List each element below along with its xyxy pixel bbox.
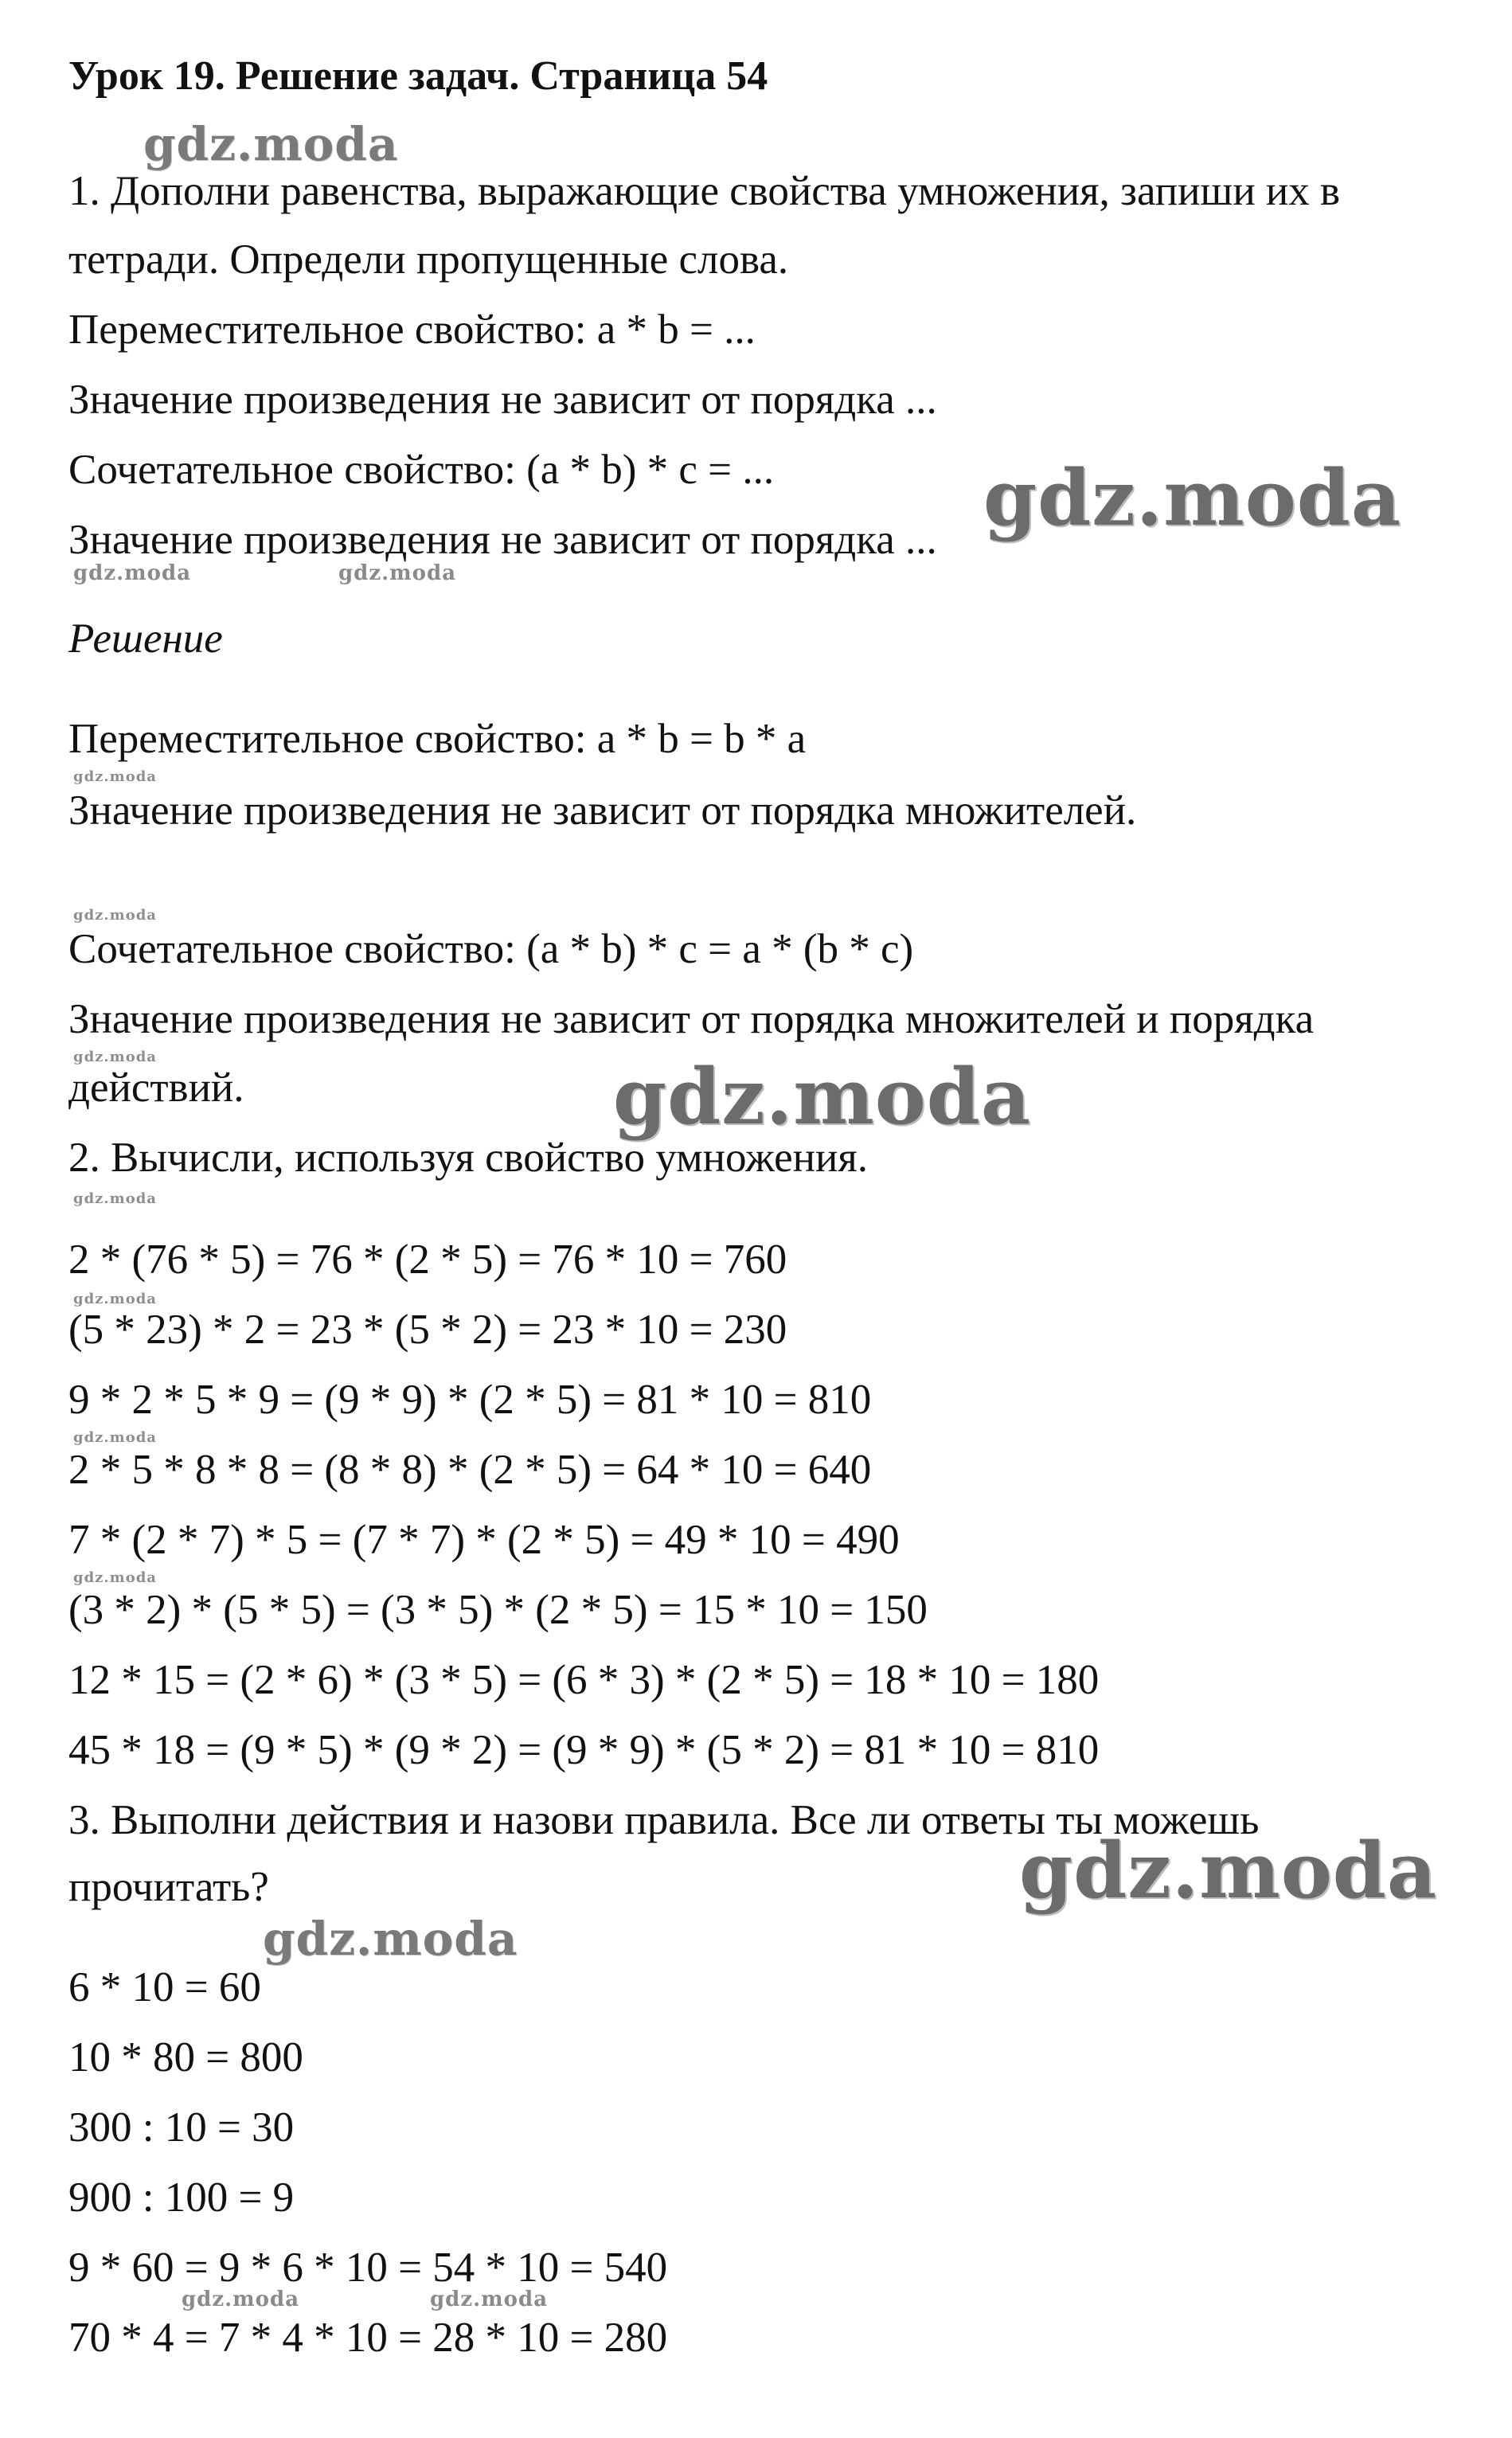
task3-line: 900 : 100 = 9 [68,2174,295,2221]
task2-line: 45 * 18 = (9 * 5) * (9 * 2) = (9 * 9) * (5 * 2) = 81 * 10 = 810 [68,1727,1100,1773]
task1-commutative-question: Переместительное свойство: a * b = ... [68,307,756,353]
task3-line: 6 * 10 = 60 [68,1964,261,2010]
watermark: gdz.moda [73,1569,157,1586]
solution-associative-rule-line1: Значение произведения не зависит от порядка множителей и порядка [68,996,1315,1042]
task2-line: (3 * 2) * (5 * 5) = (3 * 5) * (2 * 5) = 15 * 10 = 150 [68,1587,928,1633]
solution-label: Решение [68,615,223,662]
watermark: gdz.moda [182,2288,300,2311]
solution-commutative-rule: Значение произведения не зависит от порядка множителей. [68,787,1137,834]
watermark: gdz.moda [263,1912,518,1966]
watermark: gdz.moda [73,1291,157,1307]
watermark: gdz.moda [613,1052,1032,1142]
task2-line: 2 * 5 * 8 * 8 = (8 * 8) * (2 * 5) = 64 * 10 = 640 [68,1447,872,1493]
watermark: gdz.moda [73,1190,157,1207]
watermark: gdz.moda [143,117,399,171]
task3-heading-line1: 3. Выполни действия и назови правила. Все ли ответы ты можешь [68,1797,1260,1843]
watermark: gdz.moda [430,2288,549,2311]
task3-line: 10 * 80 = 800 [68,2034,303,2081]
task2-line: 7 * (2 * 7) * 5 = (7 * 7) * (2 * 5) = 49 * 10 = 490 [68,1517,900,1563]
task1-text-line1: 1. Дополни равенства, выражающие свойства умножения, запиши их в [68,168,1341,214]
task3-line: 70 * 4 = 7 * 4 * 10 = 28 * 10 = 280 [68,2315,668,2361]
task2-line: 12 * 15 = (2 * 6) * (3 * 5) = (6 * 3) * (2 * 5) = 18 * 10 = 180 [68,1657,1100,1703]
watermark: gdz.moda [73,561,192,585]
watermark: gdz.moda [73,1049,157,1065]
task2-line: 9 * 2 * 5 * 9 = (9 * 9) * (2 * 5) = 81 * 10 = 810 [68,1377,872,1423]
solution-commutative: Переместительное свойство: a * b = b * a [68,716,807,762]
watermark: gdz.moda [73,1429,157,1446]
task3-heading-line2: прочитать? [68,1864,269,1910]
task1-commutative-rule-question: Значение произведения не зависит от порядка ... [68,377,937,423]
solution-associative: Сочетательное свойство: (a * b) * c = a * (b * c) [68,926,914,972]
watermark: gdz.moda [73,768,157,785]
task1-text-line2: тетради. Определи пропущенные слова. [68,236,789,283]
task1-associative-question: Сочетательное свойство: (a * b) * c = ... [68,447,775,493]
task2-heading: 2. Вычисли, используя свойство умножения. [68,1135,868,1181]
task2-line: (5 * 23) * 2 = 23 * (5 * 2) = 23 * 10 = 230 [68,1307,787,1353]
task1-associative-rule-question: Значение произведения не зависит от порядка ... [68,517,937,563]
task3-line: 300 : 10 = 30 [68,2104,295,2151]
watermark: gdz.moda [983,453,1402,543]
page-title: Урок 19. Решение задач. Страница 54 [68,53,768,99]
watermark: gdz.moda [338,561,457,585]
watermark: gdz.moda [73,907,157,924]
task2-line: 2 * (76 * 5) = 76 * (2 * 5) = 76 * 10 = 760 [68,1237,787,1283]
watermark: gdz.moda [1019,1826,1438,1916]
solution-associative-rule-line2: действий. [68,1065,244,1111]
task3-line: 9 * 60 = 9 * 6 * 10 = 54 * 10 = 540 [68,2245,668,2291]
